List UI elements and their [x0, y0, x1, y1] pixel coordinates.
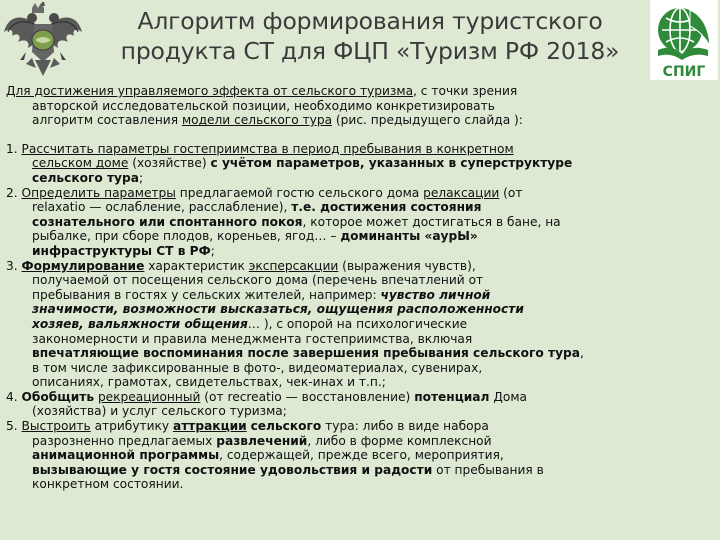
item-text: хозяев, вальяжности общения	[32, 316, 248, 331]
list-item-4	[6, 390, 714, 419]
item-text: релаксации	[423, 185, 500, 200]
item-text: Выстроить	[21, 419, 91, 434]
intro-underlined-2: модели сельского тура	[181, 113, 333, 128]
intro-text-3: алгоритм составления	[32, 113, 182, 128]
item-text: сознательного или спонтанного покоя	[32, 214, 303, 229]
item-text: сельском доме	[32, 156, 129, 171]
item-text: аттракции	[173, 419, 247, 434]
item-text: сельского тура	[32, 170, 139, 185]
item-text: Формулирование	[21, 258, 145, 273]
intro-text-2: авторской исследовательской позиции, необходимо конкретизировать	[32, 98, 495, 113]
item-text: (выражения чувств),	[338, 258, 476, 273]
item-text: , содержащей, прежде всего, мероприятия,	[219, 448, 504, 463]
item-text: в том числе зафиксированные в фото-, видеоматериалах, сувенирах,	[32, 360, 483, 375]
item-text: значимости, возможности высказаться, ощущения расположенности	[32, 302, 524, 317]
title-line-2: продукта СТ для ФЦП «Туризм РФ 2018»	[120, 37, 620, 65]
item-text: характеристик	[144, 258, 249, 273]
item-number: 1.	[6, 141, 22, 156]
title-line-1: Алгоритм формирования туристского	[137, 7, 603, 35]
item-text: вызывающие у гостя состояние удовольствия и радости	[32, 462, 433, 477]
item-text: сельского	[250, 419, 322, 434]
item-text: с учётом параметров, указанных в суперструктуре	[210, 156, 573, 171]
item-text: разрозненно предлагаемых	[32, 433, 217, 448]
item-text: впечатляющие воспоминания после завершения пребывания сельского тура	[32, 346, 580, 361]
spig-logo	[650, 0, 718, 80]
item-text: ;	[210, 243, 215, 258]
item-text: инфраструктуры СТ в РФ	[32, 243, 211, 258]
item-text: потенциал	[414, 389, 490, 404]
item-text: закономерности и правила менеджмента гостеприимства, включая	[32, 331, 473, 346]
item-text: от пребывания в	[432, 462, 544, 477]
item-text: Определить параметры	[21, 185, 176, 200]
item-text: анимационной программы	[32, 448, 220, 463]
item-text: relaxatio — ослабление, расслабление),	[32, 200, 292, 215]
logo-text: СПИГ	[662, 64, 706, 80]
item-text: развлечений	[216, 433, 308, 448]
item-text: чувство личной	[380, 287, 491, 302]
item-text: получаемой от посещения сельского дома (перечень впечатлений от	[32, 273, 484, 288]
item-text: доминанты «аурЫ»	[340, 229, 478, 244]
item-text: описаниях, грамотах, свидетельствах, чек-инах и т.п.;	[32, 375, 386, 390]
item-text: рыбалке, при сборе плодов, кореньев, ягод… –	[32, 229, 341, 244]
intro-text-1: , с точки зрения	[413, 84, 518, 98]
item-text: тура: либо в виде набора	[321, 419, 489, 434]
item-number: 5.	[6, 419, 22, 434]
slide-header	[0, 0, 720, 84]
item-number: 3.	[6, 258, 22, 273]
item-text: (хозяйстве)	[128, 156, 211, 171]
slide-body	[6, 84, 714, 492]
item-text: (от recreatio — восстановление)	[200, 389, 415, 404]
intro-underlined-1: Для достижения управляемого эффекта от сельского туризма	[6, 84, 414, 98]
intro-paragraph	[6, 84, 714, 128]
intro-text-4: (рис. предыдущего слайда ):	[332, 113, 523, 128]
item-text: Обобщить	[21, 389, 95, 404]
item-text: атрибутику	[90, 419, 173, 434]
list-item-2	[6, 186, 714, 259]
item-text: … ), с опорой на психологические	[247, 316, 468, 331]
item-text: , либо в форме комплексной	[307, 433, 492, 448]
item-text: (от	[499, 185, 523, 200]
page-title	[90, 6, 650, 66]
item-text: конкретном состоянии.	[32, 477, 184, 492]
item-text: Рассчитать параметры гостеприимства в период пребывания в конкретном	[21, 141, 514, 156]
item-text: пребывания в гостях у сельских жителей, например:	[32, 287, 381, 302]
list-item-3	[6, 259, 714, 390]
list-item-1	[6, 142, 714, 186]
item-text: рекреационный	[97, 389, 201, 404]
item-text: , которое может достигаться в бане, на	[302, 214, 561, 229]
item-text: ,	[580, 346, 584, 361]
item-text: Дома	[489, 389, 527, 404]
item-text: ;	[138, 170, 144, 185]
item-text: (хозяйства) и услуг сельского туризма;	[32, 404, 287, 419]
list-item-5	[6, 419, 714, 492]
item-text: т.е. достижения состояния	[291, 200, 482, 215]
double-headed-eagle-emblem	[2, 2, 84, 82]
item-number: 2.	[6, 185, 22, 200]
item-text: эксперсакции	[248, 258, 339, 273]
item-text: предлагаемой гостю сельского дома	[175, 185, 424, 200]
item-number: 4.	[6, 389, 22, 404]
